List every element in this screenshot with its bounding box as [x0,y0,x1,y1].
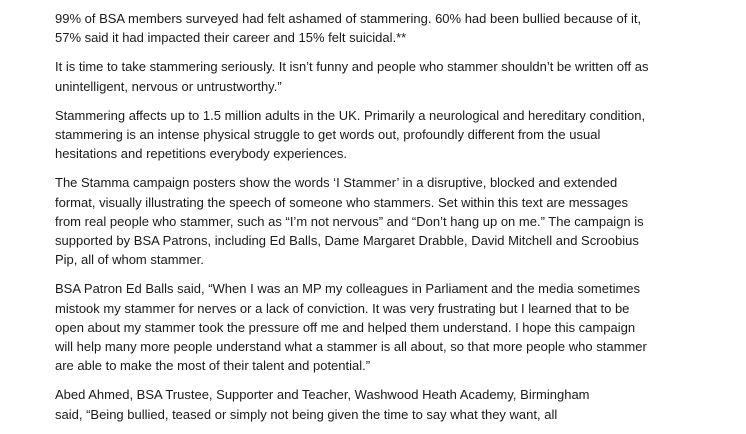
paragraph-take-seriously: It is time to take stammering seriously. It isn’t funny and people who stammer shouldn’t be written off as unintelligent, nervous or untrustworthy.” [55,59,649,94]
paragraph-survey-stats: 99% of BSA members surveyed had felt ashamed of stammering. 60% had been bullied because of it, 57% said it had impacted their career and 15% felt suicidal.** [55,11,642,46]
document-body [55,9,723,434]
paragraph-campaign-posters: The Stamma campaign posters show the words ‘I Stammer’ in a disruptive, blocked and extended format, visually illustrating the speech of someone who stammers. Set within this text are messages from real people who stammer, such as “I’m not nervous” and “Don’t hang up on me.” The campaign is supported by BSA Patrons, including Ed Balls, Dame Margaret Drabble, David Mitchell and Scroobius Pip, all of whom stammer. [55,175,644,268]
paragraph-abed-ahmed-quote: Abed Ahmed, BSA Trustee, Supporter and Teacher, Washwood Heath Academy, Birmingham said, “Being bullied, teased or simply not being given the time to say what they want, all [55,387,590,422]
paragraph-stammering-facts: Stammering affects up to 1.5 million adults in the UK. Primarily a neurological and hereditary condition, stammering is an intense physical struggle to get words out, profoundly different from the usual hesitations and repetitions everybody experiences. [55,107,646,162]
paragraph-ed-balls-quote: BSA Patron Ed Balls said, “When I was an MP my colleagues in Parliament and the media sometimes mistook my stammer for nerves or a lack of conviction. It was very frustrating but I learned that to be open about my stammer took the pressure off me and helped them understand. I hope this campaign will help many more people understand what a stammer is all about, so that more people who stammer are able to make the most of their talent and potential.” [55,281,647,374]
